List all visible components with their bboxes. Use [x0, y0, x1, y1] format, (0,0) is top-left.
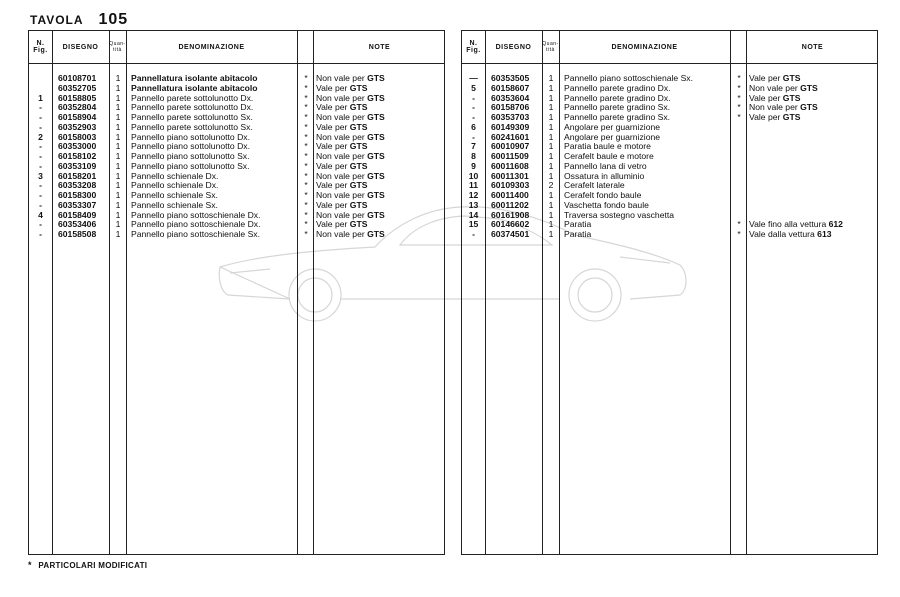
modified-mark-cell: * — [304, 229, 308, 239]
fig-cell: 3 — [38, 170, 43, 181]
quantita-cell: 1 — [115, 199, 121, 210]
fig-cell: - — [472, 131, 475, 142]
disegno-cell: 60011301 — [491, 170, 529, 181]
disegno-cell: 60353703 — [491, 112, 530, 122]
denominazione-cell: Pannello parete gradino Dx. — [564, 82, 671, 93]
modified-mark-cell: * — [304, 121, 308, 132]
fig-cell: - — [472, 112, 475, 122]
footer-text: PARTICOLARI MODIFICATI — [38, 561, 148, 570]
modified-mark-cell: * — [304, 131, 308, 142]
header-fig: N. Fig. — [33, 40, 48, 54]
denominazione-cell: Pannello schienale Sx. — [131, 199, 218, 210]
denominazione-cell: Cerafelt baule e motore — [564, 151, 654, 161]
disegno-cell: 60353604 — [491, 92, 530, 103]
quantita-cell: 1 — [548, 229, 554, 239]
quantita-cell: 1 — [548, 121, 554, 132]
disegno-cell: 60241601 — [491, 131, 530, 142]
fig-cell: - — [472, 102, 475, 113]
disegno-cell: 60374501 — [491, 229, 530, 239]
modified-mark-cell: * — [304, 73, 308, 83]
quantita-cell: 1 — [548, 209, 554, 220]
note-text: Vale per — [749, 92, 781, 103]
modified-mark-cell: * — [304, 82, 308, 93]
quantita-cell: 1 — [548, 190, 554, 200]
disegno-cell: 60353505 — [491, 73, 530, 83]
modified-mark-cell: * — [737, 92, 741, 103]
note-text: Vale per — [316, 82, 348, 93]
disegno-cell: 60352903 — [58, 121, 97, 132]
fig-cell: 9 — [471, 160, 476, 171]
disegno-cell: 60011202 — [491, 199, 529, 210]
note-cell — [749, 113, 874, 123]
note-text: Non vale per — [316, 92, 365, 103]
denominazione-cell: Paratia — [564, 229, 592, 239]
quantita-cell: 1 — [548, 160, 554, 171]
modified-mark-cell: * — [304, 199, 308, 210]
fig-cell: 6 — [471, 121, 476, 132]
denominazione-cell: Pannello piano sottolunotto Sx. — [131, 160, 250, 171]
disegno-cell: 60353406 — [58, 219, 97, 230]
quantita-cell: 1 — [115, 190, 121, 200]
note-bold: GTS — [367, 229, 385, 239]
note-text: Vale fino alla vettura — [749, 219, 827, 230]
disegno-cell: 60010907 — [491, 141, 530, 152]
disegno-cell: 60158904 — [58, 112, 97, 122]
denominazione-cell: Pannello parete gradino Dx. — [564, 92, 671, 103]
denominazione-cell: Ossatura in alluminio — [564, 170, 645, 181]
disegno-cell: 60158300 — [58, 190, 97, 200]
note-text: Non vale per — [316, 112, 365, 122]
disegno-cell: 60158201 — [58, 170, 97, 181]
fig-cell: 15 — [468, 219, 479, 230]
note-bold: GTS — [782, 112, 801, 122]
note-bold: 613 — [817, 229, 832, 239]
quantita-cell: 1 — [548, 170, 554, 181]
denominazione-cell: Pannello parete gradino Sx. — [564, 102, 671, 113]
note-bold: GTS — [367, 112, 385, 122]
note-bold: GTS — [349, 199, 368, 210]
quantita-cell: 1 — [115, 180, 121, 191]
disegno-cell: 60011608 — [491, 160, 529, 171]
note-text: Vale per — [316, 121, 348, 132]
modified-mark-cell: * — [304, 170, 308, 181]
quantita-cell: 1 — [115, 219, 121, 230]
quantita-cell: 1 — [115, 170, 121, 181]
disegno-cell: 60158409 — [58, 209, 97, 220]
disegno-cell: 60353307 — [58, 199, 97, 210]
quantita-cell: 1 — [548, 151, 554, 161]
denominazione-cell: Pannello piano sottoschienale Sx. — [564, 73, 693, 83]
fig-cell: 12 — [468, 190, 479, 200]
note-bold: GTS — [349, 141, 368, 152]
quantita-cell: 1 — [548, 199, 554, 210]
denominazione-cell: Pannello piano sottolunotto Sx. — [131, 151, 250, 161]
fig-cell: - — [39, 112, 42, 122]
tavola-label: TAVOLA — [30, 13, 84, 27]
denominazione-cell: Pannellatura isolante abitacolo — [131, 82, 258, 93]
tavola-number: 105 — [98, 11, 129, 28]
fig-cell: - — [39, 102, 42, 113]
quantita-cell: 1 — [115, 82, 121, 93]
disegno-cell: 60158706 — [491, 102, 530, 113]
disegno-cell: 60352705 — [58, 82, 97, 93]
denominazione-cell: Pannello piano sottoschienale Dx. — [131, 219, 261, 230]
modified-mark-cell: * — [304, 180, 308, 191]
note-bold: GTS — [367, 151, 385, 161]
note-bold: 612 — [828, 219, 843, 230]
disegno-cell: 60158805 — [58, 92, 97, 103]
fig-cell: - — [39, 229, 42, 239]
modified-mark-cell: * — [737, 82, 741, 93]
fig-cell: - — [472, 229, 475, 239]
fig-cell: - — [39, 199, 42, 210]
note-bold: GTS — [349, 160, 368, 171]
disegno-cell: 60149309 — [491, 121, 530, 132]
quantita-cell: 1 — [115, 209, 121, 220]
header-note: NOTE — [801, 43, 824, 51]
note-bold: GTS — [367, 190, 385, 200]
denominazione-cell: Pannello piano sottolunotto Dx. — [131, 141, 250, 152]
note-bold: GTS — [367, 92, 385, 103]
modified-mark-cell: * — [304, 92, 308, 103]
quantita-cell: 1 — [115, 160, 121, 171]
note-bold: GTS — [349, 121, 368, 132]
note-text: Vale per — [316, 102, 348, 113]
fig-cell: - — [39, 219, 42, 230]
fig-cell: - — [39, 190, 42, 200]
modified-mark-cell: * — [737, 112, 741, 122]
denominazione-cell: Pannello schienale Dx. — [131, 180, 219, 191]
fig-cell: 1 — [38, 92, 43, 103]
note-bold: GTS — [349, 102, 368, 113]
footer-star: * — [28, 560, 32, 570]
modified-mark-cell: * — [737, 219, 741, 230]
note-bold: GTS — [800, 82, 818, 93]
denominazione-cell: Angolare per guarnizione — [564, 131, 661, 142]
denominazione-cell: Pannello parete sottolunotto Dx. — [131, 102, 254, 113]
disegno-cell: 60353109 — [58, 160, 97, 171]
denominazione-cell: Pannello parete sottolunotto Dx. — [131, 92, 254, 103]
modified-mark-cell: * — [737, 73, 741, 83]
page-title — [30, 11, 128, 29]
quantita-cell: 1 — [548, 102, 554, 113]
denominazione-cell: Cerafelt fondo baule — [564, 190, 642, 200]
note-text: Vale per — [316, 199, 348, 210]
modified-mark-cell: * — [304, 160, 308, 171]
note-text: Non vale per — [316, 73, 365, 83]
note-text: Non vale per — [316, 229, 365, 239]
denominazione-cell: Pannello piano sottoschienale Dx. — [131, 209, 261, 220]
note-text: Non vale per — [749, 82, 798, 93]
fig-cell: 4 — [38, 209, 43, 220]
fig-cell: 10 — [468, 170, 479, 181]
quantita-cell: 1 — [548, 92, 554, 103]
table-row — [462, 230, 877, 240]
disegno-cell: 60158003 — [58, 131, 97, 142]
quantita-cell: 1 — [115, 92, 121, 103]
modified-mark-cell: * — [304, 209, 308, 220]
fig-cell: 13 — [468, 199, 479, 210]
denominazione-cell: Cerafelt laterale — [564, 180, 625, 191]
quantita-cell: 1 — [115, 131, 121, 142]
note-cell — [316, 230, 441, 240]
denominazione-cell: Pannello lana di vetro — [564, 160, 647, 171]
note-text: Non vale per — [316, 170, 365, 181]
quantita-cell: 1 — [115, 112, 121, 122]
quantita-cell: 1 — [115, 73, 121, 83]
fig-cell: — — [469, 73, 478, 83]
header-disegno: DISEGNO — [62, 43, 99, 51]
note-text: Vale per — [316, 141, 348, 152]
quantita-cell: 1 — [548, 82, 554, 93]
note-bold: GTS — [367, 170, 385, 181]
note-bold: GTS — [782, 73, 801, 83]
fig-cell: 2 — [38, 131, 43, 142]
note-text: Non vale per — [316, 190, 365, 200]
note-bold: GTS — [349, 219, 368, 230]
header-denominazione: DENOMINAZIONE — [611, 43, 678, 51]
disegno-cell: 60158607 — [491, 82, 530, 93]
denominazione-cell: Pannello parete sottolunotto Sx. — [131, 121, 253, 132]
quantita-cell: 1 — [115, 229, 121, 239]
disegno-cell: 60109303 — [491, 180, 530, 191]
modified-mark-cell: * — [304, 190, 308, 200]
disegno-cell: 60353208 — [58, 180, 97, 191]
quantita-cell: 1 — [548, 112, 554, 122]
parts-table-left — [28, 30, 445, 555]
note-text: Non vale per — [749, 102, 798, 113]
fig-cell: - — [39, 180, 42, 191]
denominazione-cell: Angolare per guarnizione — [564, 121, 661, 132]
denominazione-cell: Pannello piano sottolunotto Dx. — [131, 131, 250, 142]
denominazione-cell: Paratia — [564, 219, 592, 230]
note-text: Non vale per — [316, 131, 365, 142]
quantita-cell: 1 — [115, 151, 121, 161]
note-text: Vale per — [749, 112, 781, 122]
note-cell — [749, 230, 874, 240]
quantita-cell: 1 — [548, 131, 554, 142]
note-bold: GTS — [349, 82, 368, 93]
header-quantita: Quan- tità — [109, 41, 126, 53]
quantita-cell: 1 — [548, 73, 554, 83]
note-bold: GTS — [782, 92, 801, 103]
quantita-cell: 1 — [115, 121, 121, 132]
fig-cell: - — [39, 121, 42, 132]
note-text: Vale per — [316, 219, 348, 230]
note-text: Vale per — [316, 160, 348, 171]
denominazione-cell: Pannellatura isolante abitacolo — [131, 73, 258, 83]
disegno-cell: 60352804 — [58, 102, 97, 113]
note-text: Non vale per — [316, 209, 365, 220]
disegno-cell: 60353000 — [58, 141, 97, 152]
header-note: NOTE — [368, 43, 391, 51]
denominazione-cell: Pannello schienale Sx. — [131, 190, 218, 200]
note-text: Vale per — [316, 180, 348, 191]
note-bold: GTS — [800, 102, 818, 113]
modified-mark-cell: * — [304, 219, 308, 230]
fig-cell: - — [39, 151, 42, 161]
note-text: Non vale per — [316, 151, 365, 161]
modified-mark-cell: * — [304, 141, 308, 152]
header-fig: N. Fig. — [466, 40, 481, 54]
parts-table-right — [461, 30, 878, 555]
fig-cell: - — [472, 92, 475, 103]
disegno-cell: 60158102 — [58, 151, 97, 161]
header-disegno: DISEGNO — [495, 43, 532, 51]
note-bold: GTS — [349, 180, 368, 191]
note-bold: GTS — [367, 209, 385, 220]
quantita-cell: 1 — [115, 102, 121, 113]
note-bold: GTS — [367, 131, 385, 142]
modified-mark-cell: * — [304, 151, 308, 161]
quantita-cell: 1 — [115, 141, 121, 152]
disegno-cell: 60161908 — [491, 209, 530, 220]
modified-mark-cell: * — [304, 112, 308, 122]
quantita-cell: 1 — [548, 141, 554, 152]
modified-mark-cell: * — [304, 102, 308, 113]
fig-cell: - — [39, 141, 42, 152]
denominazione-cell: Pannello parete gradino Sx. — [564, 112, 671, 122]
fig-cell: 8 — [471, 151, 476, 161]
denominazione-cell: Pannello parete sottolunotto Sx. — [131, 112, 253, 122]
table-row — [29, 230, 444, 240]
disegno-cell: 60011400 — [491, 190, 529, 200]
quantita-cell: 1 — [548, 219, 554, 230]
denominazione-cell: Pannello schienale Dx. — [131, 170, 219, 181]
fig-cell: 7 — [471, 141, 476, 152]
disegno-cell: 60146602 — [491, 219, 530, 230]
modified-mark-cell: * — [737, 229, 741, 239]
denominazione-cell: Vaschetta fondo baule — [564, 199, 649, 210]
header-quantita: Quan- tità — [542, 41, 559, 53]
disegno-cell: 60011509 — [491, 151, 529, 161]
header-denominazione: DENOMINAZIONE — [178, 43, 245, 51]
denominazione-cell: Traversa sostegno vaschetta — [564, 209, 675, 220]
modified-mark-cell: * — [737, 102, 741, 113]
disegno-cell: 60108701 — [58, 73, 97, 83]
fig-cell: 5 — [471, 82, 476, 93]
note-text: Vale dalla vettura — [749, 229, 815, 239]
denominazione-cell: Paratia baule e motore — [564, 141, 651, 152]
denominazione-cell: Pannello piano sottoschienale Sx. — [131, 229, 260, 239]
note-text: Vale per — [749, 73, 781, 83]
note-bold: GTS — [367, 73, 385, 83]
quantita-cell: 2 — [548, 180, 554, 191]
fig-cell: 11 — [468, 180, 479, 191]
fig-cell: - — [39, 160, 42, 171]
footer-legend — [28, 560, 147, 570]
fig-cell: 14 — [468, 209, 479, 220]
disegno-cell: 60158508 — [58, 229, 97, 239]
